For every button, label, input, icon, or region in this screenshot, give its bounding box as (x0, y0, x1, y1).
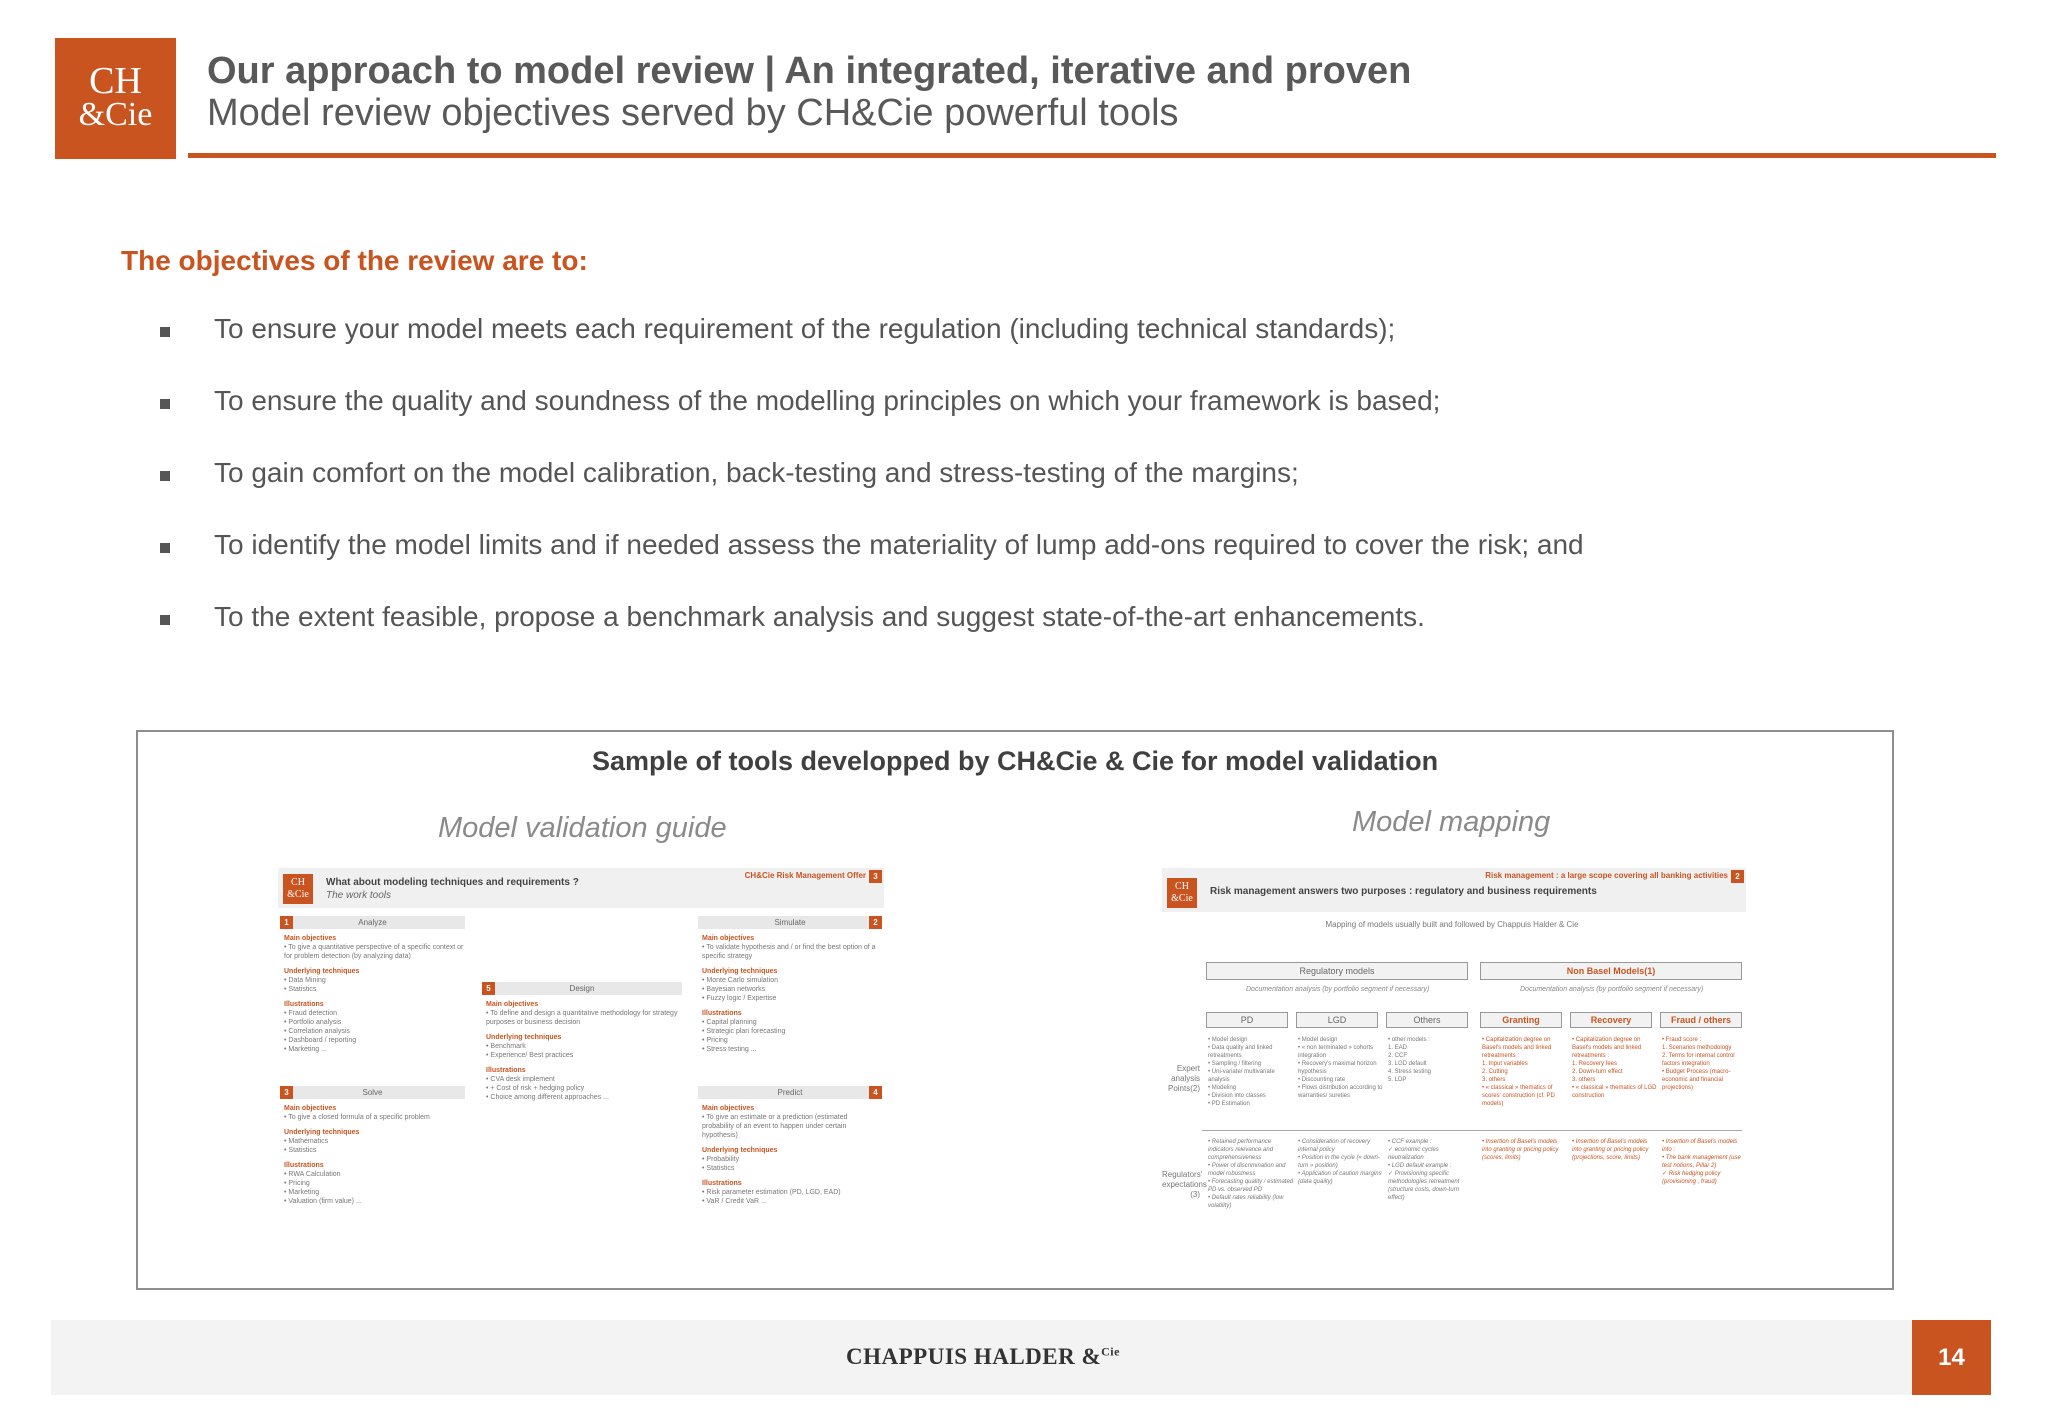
section-simulate (698, 916, 882, 929)
thumbnail-number: 3 (869, 870, 882, 883)
cell-pd-expert: • Model design • Data quality and linked retreatments • Sampling / filtering • Uni-variate/ multivariate analysis • Modeling • Division into classes • PD Estimation (1208, 1037, 1275, 1107)
analyze-content (284, 934, 464, 1054)
block-heading: Illustrations (284, 1001, 324, 1008)
cell-recovery-regulators: • Insertion of Basel's models into granting or pricing policy (projections, score, limits) (1572, 1139, 1649, 1161)
block-text: • RWA Calculation • Pricing • Marketing • Valuation (firm value) ... (284, 1171, 362, 1205)
block-text: • To give an estimate or a prediction (estimated probability of an event to happen under certain hypothesis) (702, 1114, 848, 1139)
logo-line2: &Cie (78, 96, 153, 133)
section-label: Design (569, 984, 595, 993)
section-analyze (280, 916, 465, 929)
objectives-heading: The objectives of the review are to: (121, 245, 588, 276)
column-recovery: Recovery (1570, 1012, 1652, 1028)
section-number: 5 (482, 982, 495, 995)
bullet-square-icon (160, 543, 170, 553)
block-text: • Benchmark • Experience/ Best practices (486, 1043, 574, 1059)
mapping-caption: Model mapping (1352, 806, 1551, 838)
block-heading: Illustrations (486, 1067, 526, 1074)
block-heading: Underlying techniques (284, 968, 360, 975)
block-heading: Underlying techniques (702, 968, 778, 975)
list-item (160, 313, 1960, 385)
column-others: Others (1386, 1012, 1468, 1028)
block-text: • To define and design a quantitative methodology for strategy purposes or business decision (486, 1010, 678, 1026)
model-mapping-thumbnail (1162, 868, 1746, 1238)
validation-guide-thumbnail (278, 868, 884, 1230)
footer-brand-mark: Cie (1101, 1344, 1120, 1359)
tools-title: Sample of tools developped by CH&Cie & Cie for model validation (591, 746, 1439, 776)
footer-brand (51, 1344, 1915, 1370)
cell-pd-regulators: • Retained performance indicators relevance and comprehensiveness • Power of discrimination and model robustness • Forecasting quality / estimated PD vs. observed PD • Default rates reliability (low volatility) (1208, 1139, 1294, 1209)
column-fraud-others: Fraud / others (1660, 1012, 1742, 1028)
thumbnail-logo: CH &Cie (1167, 878, 1197, 908)
list-item (160, 529, 1960, 601)
column-lgd: LGD (1296, 1012, 1378, 1028)
mapping-diagram-title: Mapping of models usually built and followed by Chappuis Halder & Cie (1325, 920, 1579, 929)
thumbnail-title: Risk management answers two purposes : regulatory and business requirements (1210, 886, 1597, 897)
doc-analysis-left: Documentation analysis (by portfolio segment if necessary) (1246, 986, 1430, 993)
block-heading: Main objectives (486, 1001, 539, 1008)
thumbnail-tag: CH&Cie Risk Management Offer (744, 871, 866, 880)
row-expert-analysis-label: Expert analysis Points(2) (1167, 1064, 1200, 1093)
page-number: 14 (1912, 1320, 1991, 1395)
solve-content (284, 1104, 464, 1206)
objectives-list (160, 313, 1960, 673)
objective-text: To identify the model limits and if needed assess the materiality of lump add-ons required to cover the risk; and (214, 529, 1584, 560)
section-design (482, 982, 682, 995)
simulate-content (702, 934, 880, 1054)
section-label: Simulate (774, 918, 806, 927)
section-label: Predict (777, 1088, 803, 1097)
section-label: Solve (362, 1088, 383, 1097)
block-heading: Main objectives (702, 1105, 755, 1112)
bullet-square-icon (160, 327, 170, 337)
block-heading: Underlying techniques (702, 1147, 778, 1154)
column-pd: PD (1206, 1012, 1288, 1028)
thumbnail-number: 2 (1731, 870, 1744, 883)
company-logo (55, 38, 176, 159)
cell-others-expert: • other models : 1. EAD 2. CCF 3. LGD default 4. Stress testing 5. LDP (1388, 1037, 1432, 1083)
section-number: 2 (869, 916, 882, 929)
section-predict (698, 1086, 882, 1099)
list-item (160, 457, 1960, 529)
block-text: • Capital planning • Strategic plan forecasting • Pricing • Stress testing ... (702, 1019, 786, 1053)
thumbnail-header (1162, 868, 1746, 912)
doc-analysis-right: Documentation analysis (by portfolio segment if necessary) (1520, 986, 1704, 993)
block-text: • Fraud detection • Portfolio analysis • Correlation analysis • Dashboard / reporting • Marketing ... (284, 1010, 357, 1053)
block-heading: Illustrations (702, 1010, 742, 1017)
section-number: 4 (869, 1086, 882, 1099)
cell-granting-expert: • Capitalization degree on Basel's models and linked retreatments : 1. Input variables 2. Cutting 3. others • « classical » thematics of scores' construction (cf. PD models) (1482, 1037, 1555, 1107)
cell-fraud-regulators: • Insertion of Basel's models into : • The bank management (use test notions, Pillar 2) ✓ Risk hedging policy (provisioning , fraud) (1662, 1139, 1741, 1185)
row-regulators-label: Regulators' expectations (3) (1162, 1170, 1207, 1199)
objective-text: To ensure the quality and soundness of the modelling principles on which your framework is based; (214, 385, 1441, 416)
bullet-square-icon (160, 471, 170, 481)
block-heading: Underlying techniques (284, 1129, 360, 1136)
block-text: • To give a closed formula of a specific problem (284, 1114, 430, 1121)
block-text: • Probability • Statistics (702, 1156, 740, 1172)
block-heading: Main objectives (284, 935, 337, 942)
block-text: • Data Mining • Statistics (284, 977, 326, 993)
block-text: • To give a quantitative perspective of a specific context or for problem detection (by analyzing data) (284, 944, 464, 960)
page-title: Our approach to model review | An integrated, iterative and proven (207, 50, 1412, 92)
bullet-square-icon (160, 399, 170, 409)
block-heading: Main objectives (702, 935, 755, 942)
block-text: • Risk parameter estimation (PD, LGD, EAD) • VaR / Credit VaR ... (702, 1189, 841, 1205)
thumbnail-title: What about modeling techniques and requirements ? (326, 877, 579, 888)
cell-lgd-regulators: • Consideration of recovery internal policy • Position in the cycle (« down-turn » position) • Application of caution margins (data quality) (1298, 1139, 1382, 1185)
objective-text: To ensure your model meets each requirement of the regulation (including technical standards); (214, 313, 1396, 344)
block-heading: Illustrations (284, 1162, 324, 1169)
footer-brand-text: CHAPPUIS HALDER & (846, 1344, 1102, 1369)
objective-text: To the extent feasible, propose a benchmark analysis and suggest state-of-the-art enhancements. (214, 601, 1425, 632)
block-text: • CVA desk implement • + Cost of risk + hedging policy • Choice among different approaches ... (486, 1076, 609, 1101)
block-text: • Mathematics • Statistics (284, 1138, 329, 1154)
footer (51, 1320, 1915, 1395)
block-text: • Monte Carlo simulation • Bayesian networks • Fuzzy logic / Expertise (702, 977, 778, 1002)
block-heading: Underlying techniques (486, 1034, 562, 1041)
regulatory-models-box: Regulatory models (1206, 962, 1468, 980)
title-divider (188, 153, 1996, 158)
cell-fraud-expert: • Fraud score : 1. Scenarios methodology 2. Terms for internal control factors integration • Budget Process (macro-economic and financial projections) (1662, 1037, 1735, 1091)
cell-lgd-expert: • Model design • « non terminated » cohorts integration • Recovery's maximal horizon hypothesis • Discounting rate • Flows distribution according to warranties/ sureties (1298, 1037, 1383, 1099)
logo-line1: CH (89, 60, 142, 102)
section-number: 3 (280, 1086, 293, 1099)
list-item (160, 385, 1960, 457)
row-divider (1202, 1130, 1742, 1131)
section-number: 1 (280, 916, 293, 929)
cell-granting-regulators: • Insertion of Basel's models into granting or pricing policy (scores, limits) (1482, 1139, 1559, 1161)
cell-others-regulators: • CCF example : ✓ economic cycles neutralization • LGD default example : ✓ Provisioning specific methodologies retreatment (structure costs, down-turn effect) (1388, 1139, 1460, 1201)
section-solve (280, 1086, 465, 1099)
page-subtitle: Model review objectives served by CH&Cie powerful tools (207, 92, 1179, 134)
predict-content (702, 1104, 880, 1206)
design-content (486, 1000, 681, 1102)
section-label: Analyze (358, 918, 387, 927)
thumbnail-header (278, 868, 884, 908)
thumbnail-logo: CH &Cie (283, 874, 313, 904)
objective-text: To gain comfort on the model calibration, back-testing and stress-testing of the margins; (214, 457, 1299, 488)
list-item (160, 601, 1960, 673)
non-basel-models-box: Non Basel Models(1) (1480, 962, 1742, 980)
bullet-square-icon (160, 615, 170, 625)
tools-panel (136, 730, 1894, 1290)
cell-recovery-expert: • Capitalization degree on Basel's models and linked retreatments : 1. Recovery fees 2. Down-turn effect 3. others • « classical » thematics of LGD construction (1572, 1037, 1657, 1099)
block-heading: Illustrations (702, 1180, 742, 1187)
block-heading: Main objectives (284, 1105, 337, 1112)
thumbnail-tag: Risk management : a large scope covering all banking activities (1485, 871, 1728, 880)
column-granting: Granting (1480, 1012, 1562, 1028)
thumbnail-subtitle: The work tools (326, 890, 392, 901)
block-text: • To validate hypothesis and / or find the best option of a specific strategy (702, 944, 876, 960)
guide-caption: Model validation guide (438, 812, 727, 844)
